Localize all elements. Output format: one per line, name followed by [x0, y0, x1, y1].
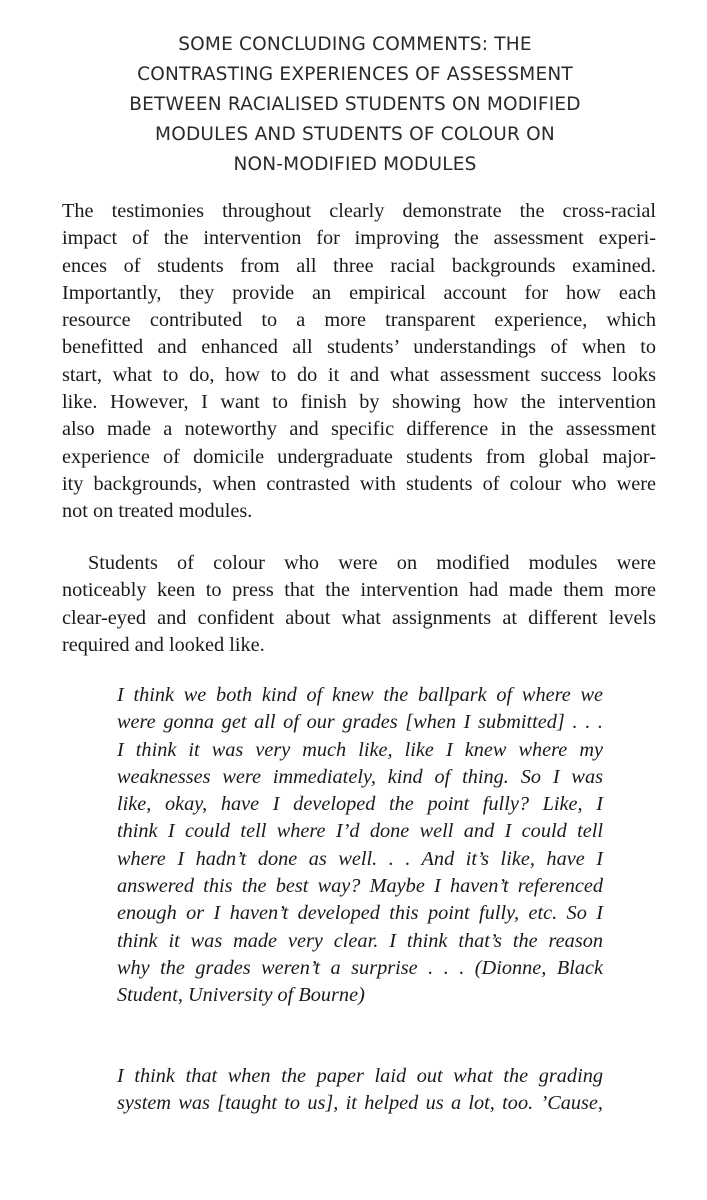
- paragraph-1: [62, 198, 656, 526]
- quote-line: weaknesses were immediately, kind of thing. So I was: [117, 765, 603, 788]
- quote-line: I think we both kind of knew the ballpark of where we: [117, 684, 603, 706]
- section-heading: [60, 30, 650, 180]
- text-line: Students of colour who were on modified modules were: [88, 552, 656, 574]
- text-line: noticeably keen to press that the intervention had made them more: [62, 579, 656, 602]
- heading-line: BETWEEN RACIALISED STUDENTS ON MODIFIED: [129, 94, 581, 115]
- text-line: also made a noteworthy and specific difference in the assessment: [62, 418, 656, 441]
- quote-line: answered this the best way? Maybe I haven’t referenced: [117, 875, 603, 898]
- text-line: start, what to do, how to do it and what assessment success looks: [62, 363, 656, 386]
- text-line: impact of the intervention for improving the assessment experi-: [62, 227, 656, 250]
- quote-line: think I could tell where I’d done well and I could tell: [117, 820, 603, 843]
- quote-line: system was [taught to us], it helped us a lot, too. ’Cause,: [117, 1092, 603, 1115]
- paragraph-2: [62, 550, 656, 659]
- text-line: experience of domicile undergraduate students from global major-: [62, 445, 656, 468]
- quote-line: Student, University of Bourne): [117, 984, 365, 1007]
- heading-line: MODULES AND STUDENTS OF COLOUR ON: [155, 124, 555, 145]
- heading-line: CONTRASTING EXPERIENCES OF ASSESSMENT: [137, 64, 573, 85]
- quote-line: I think it was very much like, like I knew where my: [117, 738, 603, 761]
- quote-line: enough or I haven’t developed this point fully, etc. So I: [117, 902, 603, 925]
- quote-line: where I hadn’t done as well. . . And it’s like, have I: [117, 847, 603, 870]
- heading-line: SOME CONCLUDING COMMENTS: THE: [178, 34, 532, 55]
- text-line: required and looked like.: [62, 633, 265, 656]
- text-line: ences of students from all three racial backgrounds examined.: [62, 254, 656, 277]
- text-line: benefitted and enhanced all students’ understandings of when to: [62, 336, 656, 359]
- quote-line: why the grades weren’t a surprise . . . (Dionne, Black: [117, 956, 603, 979]
- quote-line: I think that when the paper laid out what the grading: [117, 1065, 603, 1087]
- text-line: ity backgrounds, when contrasted with students of colour who were: [62, 472, 656, 495]
- text-line: like. However, I want to finish by showing how the intervention: [62, 391, 656, 414]
- text-line: clear-eyed and confident about what assignments at different levels: [62, 606, 656, 629]
- quote-line: were gonna get all of our grades [when I submitted] . . .: [117, 711, 603, 734]
- block-quote-dionne: [117, 682, 603, 1010]
- heading-line: NON-MODIFIED MODULES: [233, 154, 477, 175]
- block-quote-second: [117, 1063, 603, 1118]
- text-line: Importantly, they provide an empirical account for how each: [62, 281, 656, 304]
- text-line: not on treated modules.: [62, 500, 253, 523]
- text-line: resource contributed to a more transparent experience, which: [62, 309, 656, 332]
- quote-line: think it was made very clear. I think that’s the reason: [117, 929, 603, 952]
- quote-line: like, okay, have I developed the point fully? Like, I: [117, 793, 603, 816]
- text-line: The testimonies throughout clearly demonstrate the cross-racial: [62, 200, 656, 222]
